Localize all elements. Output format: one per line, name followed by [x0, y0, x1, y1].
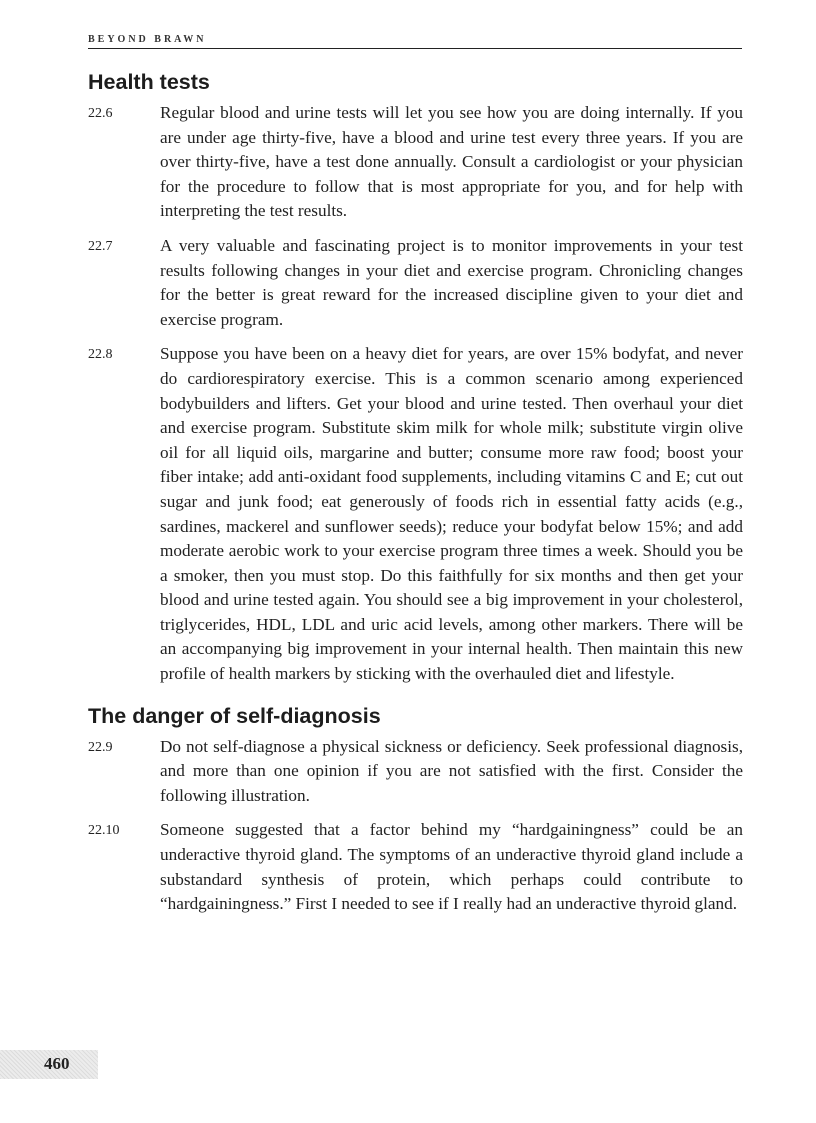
- paragraph: [88, 101, 743, 224]
- paragraph-text: Do not self-diagnose a physical sickness or deficiency. Seek professional diagnosis, and more than one opinion if you are not satisfied with the first. Consider the following illustration.: [160, 736, 743, 805]
- paragraph-text: Regular blood and urine tests will let you see how you are doing internally. If you are under age thirty-five, have a blood and urine test every three years. If you are over thirty-five, have a test done annually. Consult a cardiologist or your physician for the procedure to follow that is most appropriate for you, and for help with interpreting the test results.: [160, 103, 743, 221]
- paragraph-number: 22.8: [88, 347, 113, 363]
- running-head: BEYOND BRAWN: [88, 34, 742, 49]
- paragraph-number: 22.10: [88, 823, 120, 839]
- page-number: 460: [44, 1054, 70, 1073]
- paragraph: [88, 234, 743, 332]
- paragraph-text: Someone suggested that a factor behind my “hardgainingness” could be an underactive thyroid gland. The symptoms of an underactive thyroid gland include a substandard synthesis of protein, which perhaps could contribute to “hardgainingness.” First I needed to see if I really had an underactive thyroid gland.: [160, 820, 743, 914]
- paragraph: [88, 735, 743, 809]
- page-content: [88, 70, 743, 927]
- section-heading-health-tests: Health tests: [88, 70, 210, 94]
- paragraph-text: A very valuable and fascinating project is to monitor improvements in your test results following changes in your diet and exercise program. Chronicling changes for the better is great reward for the increased discipline given to your diet and exercise program.: [160, 235, 743, 329]
- paragraph-number: 22.7: [88, 238, 113, 254]
- paragraph: [88, 818, 743, 916]
- paragraph-number: 22.9: [88, 739, 113, 755]
- paragraph-number: 22.6: [88, 106, 113, 121]
- section-heading-self-diagnosis: The danger of self-diagnosis: [88, 703, 381, 728]
- paragraph: [88, 342, 743, 686]
- paragraph-text: Suppose you have been on a heavy diet for years, are over 15% bodyfat, and never do cardiorespiratory exercise. This is a common scenario among experienced bodybuilders and lifters. Get your blood and urine tested. Then overhaul your diet and exercise program. Substitute skim milk for whole milk; substitute virgin olive oil for all liquid oils, margarine and butter; consume more raw food; boost your fiber intake; add anti-oxidant food supplements, including vitamins C and E; cut out sugar and junk food; eat generously of foods rich in essential fatty acids (e.g., sardines, mackerel and sunflower seeds); reduce your bodyfat below 15%; and add moderate aerobic work to your exercise program three times a week. Should you be a smoker, then you must stop. Do this faithfully for six months and then get your blood and urine tested again. You should see a big improvement in your cholesterol, triglycerides, HDL, LDL and uric acid levels, among other markers. There will be an accompanying big improvement in your internal health. Then maintain this new profile of health markers by sticking with the overhauled diet and lifestyle.: [160, 344, 743, 684]
- page-number-tab: [0, 1050, 98, 1079]
